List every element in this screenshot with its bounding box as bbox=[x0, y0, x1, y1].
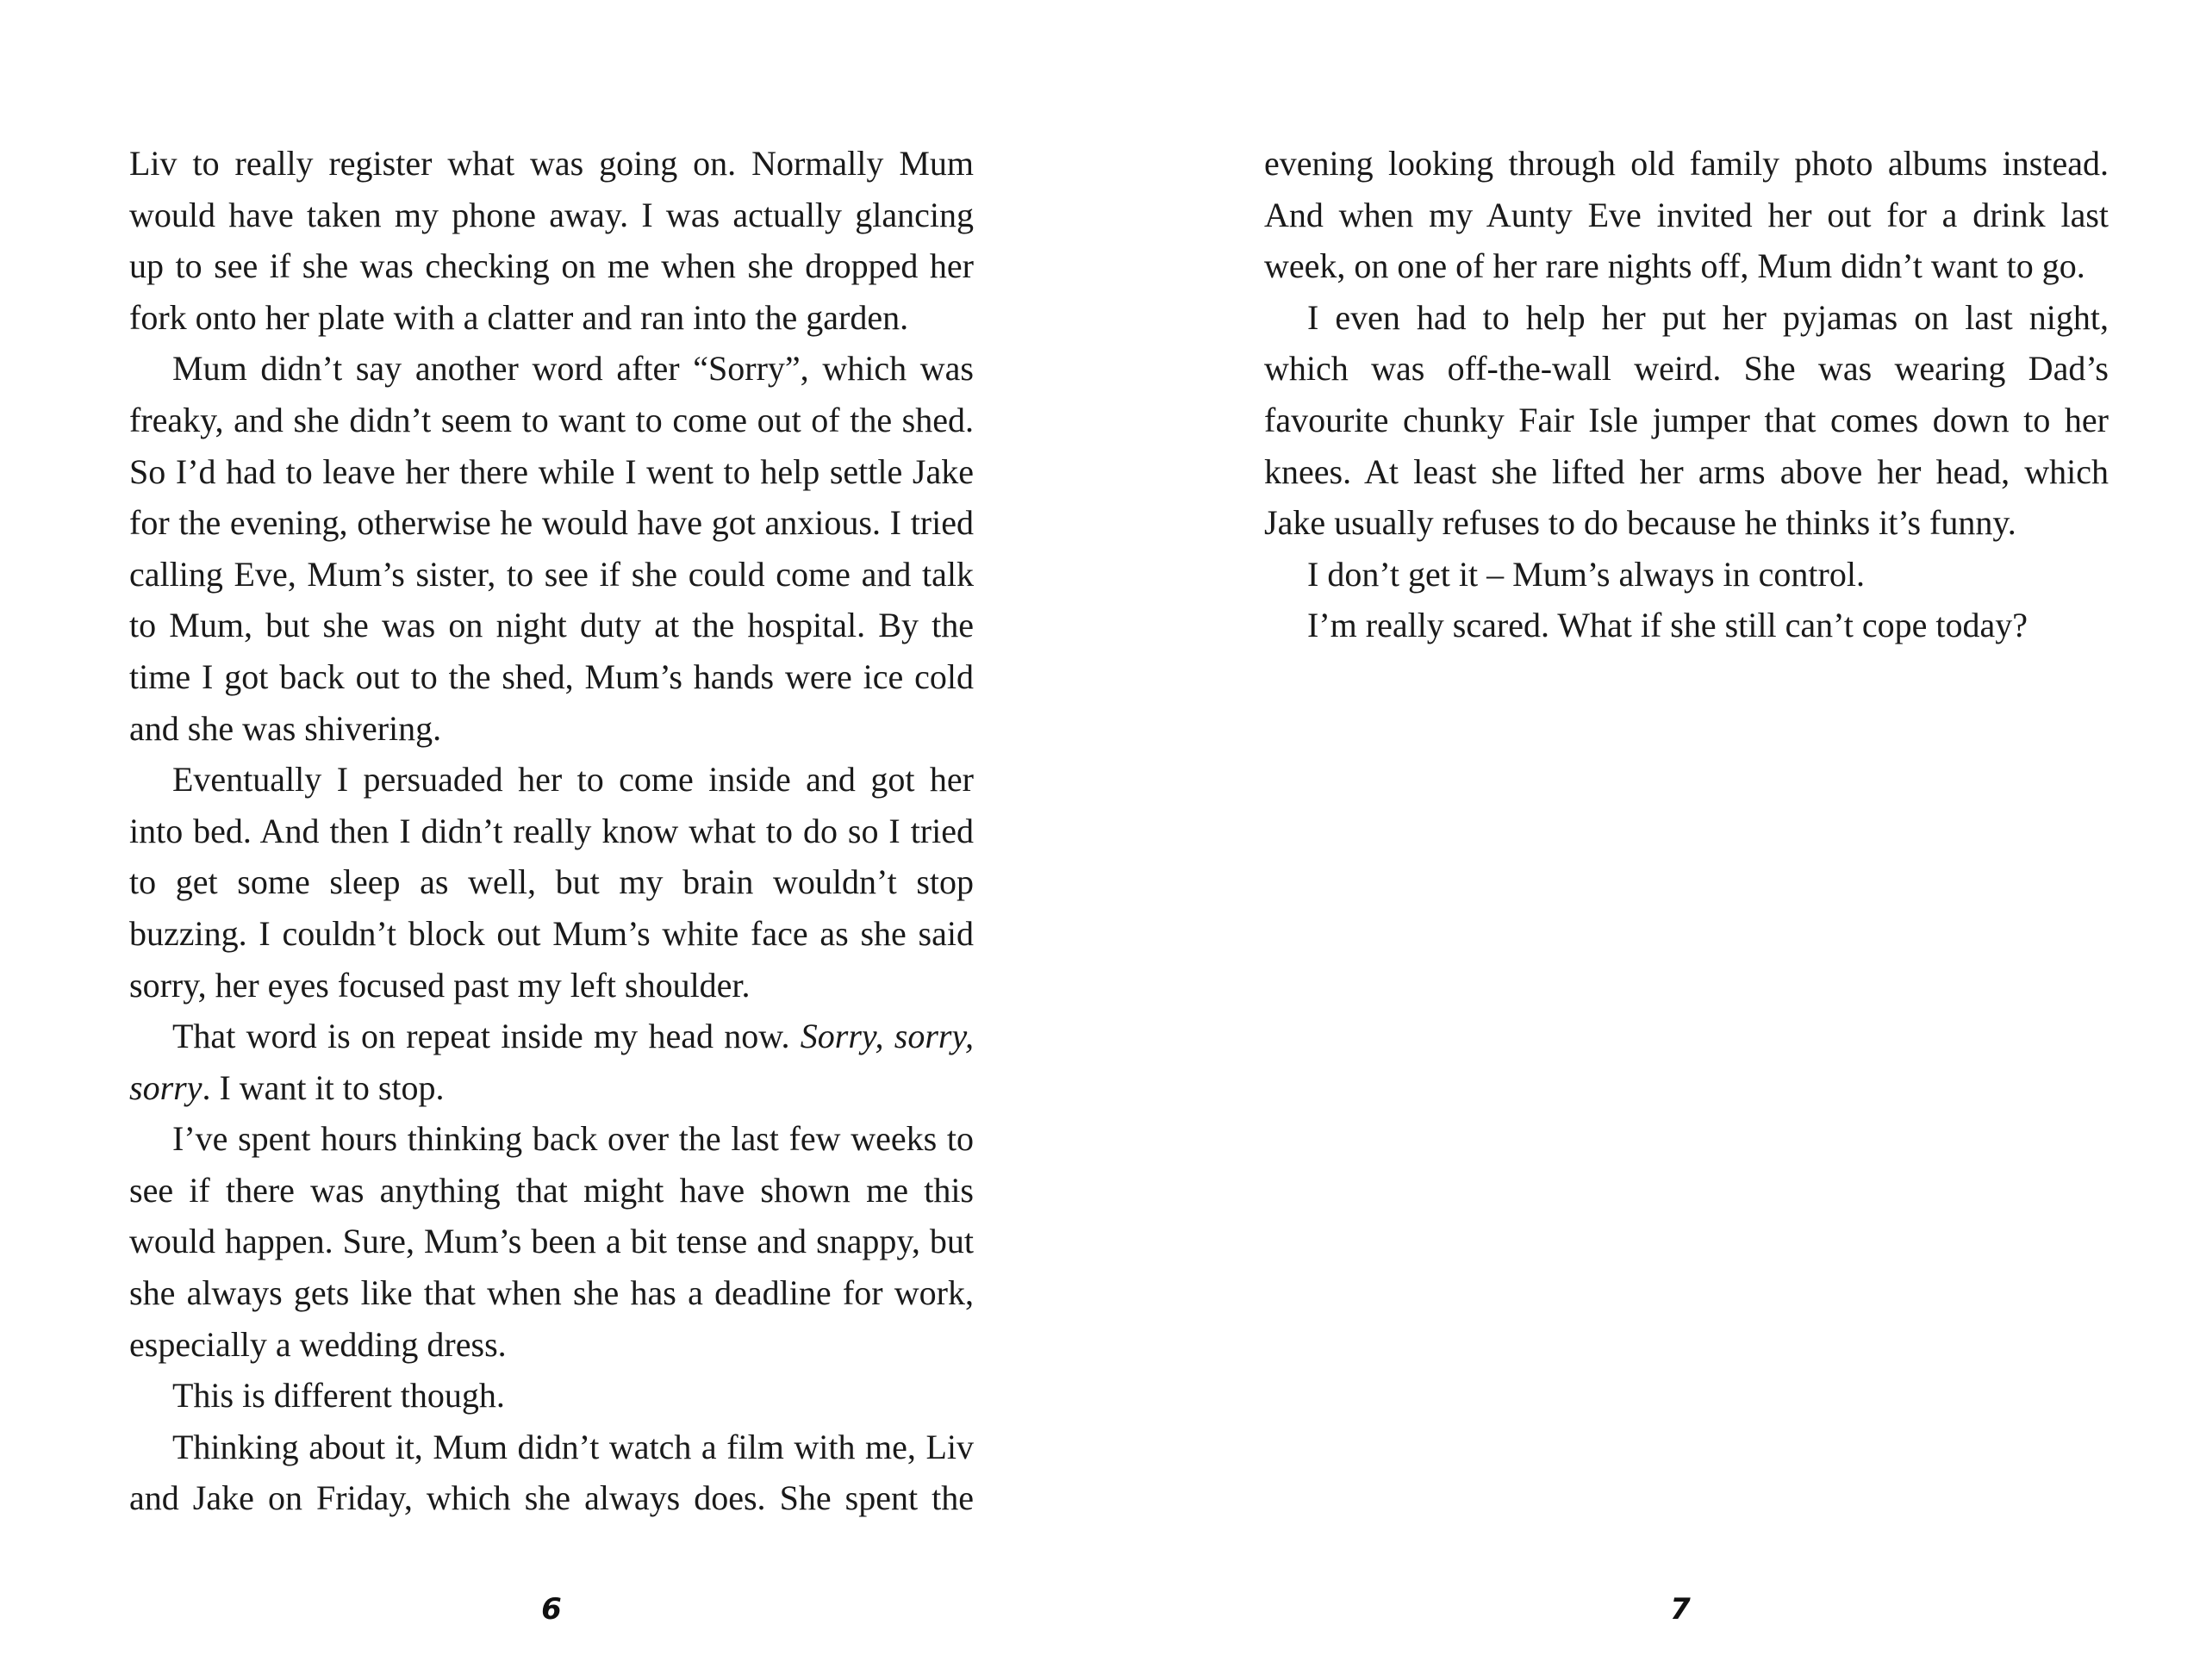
paragraph: Eventually I persuaded her to come inside and got her into bed. And then I didn’t really know what to do so I tried to get some sleep as well, but my brain wouldn’t stop buzzing. I couldn’t block out Mum’s white face as she said sorry, her eyes focused past my left shoulder. bbox=[129, 760, 974, 1005]
paragraph: evening looking through old family photo albums instead. And when my Aunty Eve invited her out for a drink last week, on one of her rare nights off, Mum didn’t want to go. bbox=[1264, 144, 2109, 286]
right-page-text bbox=[1264, 138, 2109, 651]
paragraph: I don’t get it – Mum’s always in control. bbox=[1307, 554, 1865, 594]
page-number: 6 bbox=[541, 1592, 562, 1627]
paragraph-text: That word is on repeat inside my head now. bbox=[172, 1017, 801, 1056]
page-number: 7 bbox=[1670, 1592, 1691, 1627]
paragraph: This is different though. bbox=[172, 1376, 505, 1416]
paragraph: Liv to really register what was going on. Normally Mum would have taken my phone away. I was actually glancing up to see if she was checking on me when she dropped her fork onto her plate with a clatter and ran into the garden. bbox=[129, 144, 974, 337]
paragraph bbox=[129, 1011, 974, 1113]
paragraph: Mum didn’t say another word after “Sorry”, which was freaky, and she didn’t seem to want to come out of the shed. So I’d had to leave her there while I went to help settle Jake for the evening, otherwise he would have got anxious. I tried calling Eve, Mum’s sister, to see if she could come and talk to Mum, but she was on night duty at the hospital. By the time I got back out to the shed, Mum’s hands were ice cold and she was shivering. bbox=[129, 349, 974, 748]
paragraph: I’ve spent hours thinking back over the last few weeks to see if there was anything that might have shown me this would happen. Sure, Mum’s been a bit tense and snappy, but she always gets like that when she has a deadline for work, especially a wedding dress. bbox=[129, 1119, 974, 1364]
paragraph: Thinking about it, Mum didn’t watch a film with me, Liv and Jake on Friday, which she always does. She spent the bbox=[129, 1427, 974, 1518]
paragraph: I’m really scared. What if she still can’t cope today? bbox=[1307, 606, 2028, 645]
right-page bbox=[1103, 0, 2206, 1680]
paragraph: I even had to help her put her pyjamas on last night, which was off-the-wall weird. She was wearing Dad’s favourite chunky Fair Isle jumper that comes down to her knees. At least she lifted her arms above her head, which Jake usually refuses to do because he thinks it’s funny. bbox=[1264, 297, 2109, 543]
left-page-text bbox=[129, 138, 974, 1524]
paragraph-text: . I want it to stop. bbox=[202, 1067, 445, 1107]
italic-emphasis: Sorry, sorry, sorry bbox=[129, 1017, 974, 1107]
